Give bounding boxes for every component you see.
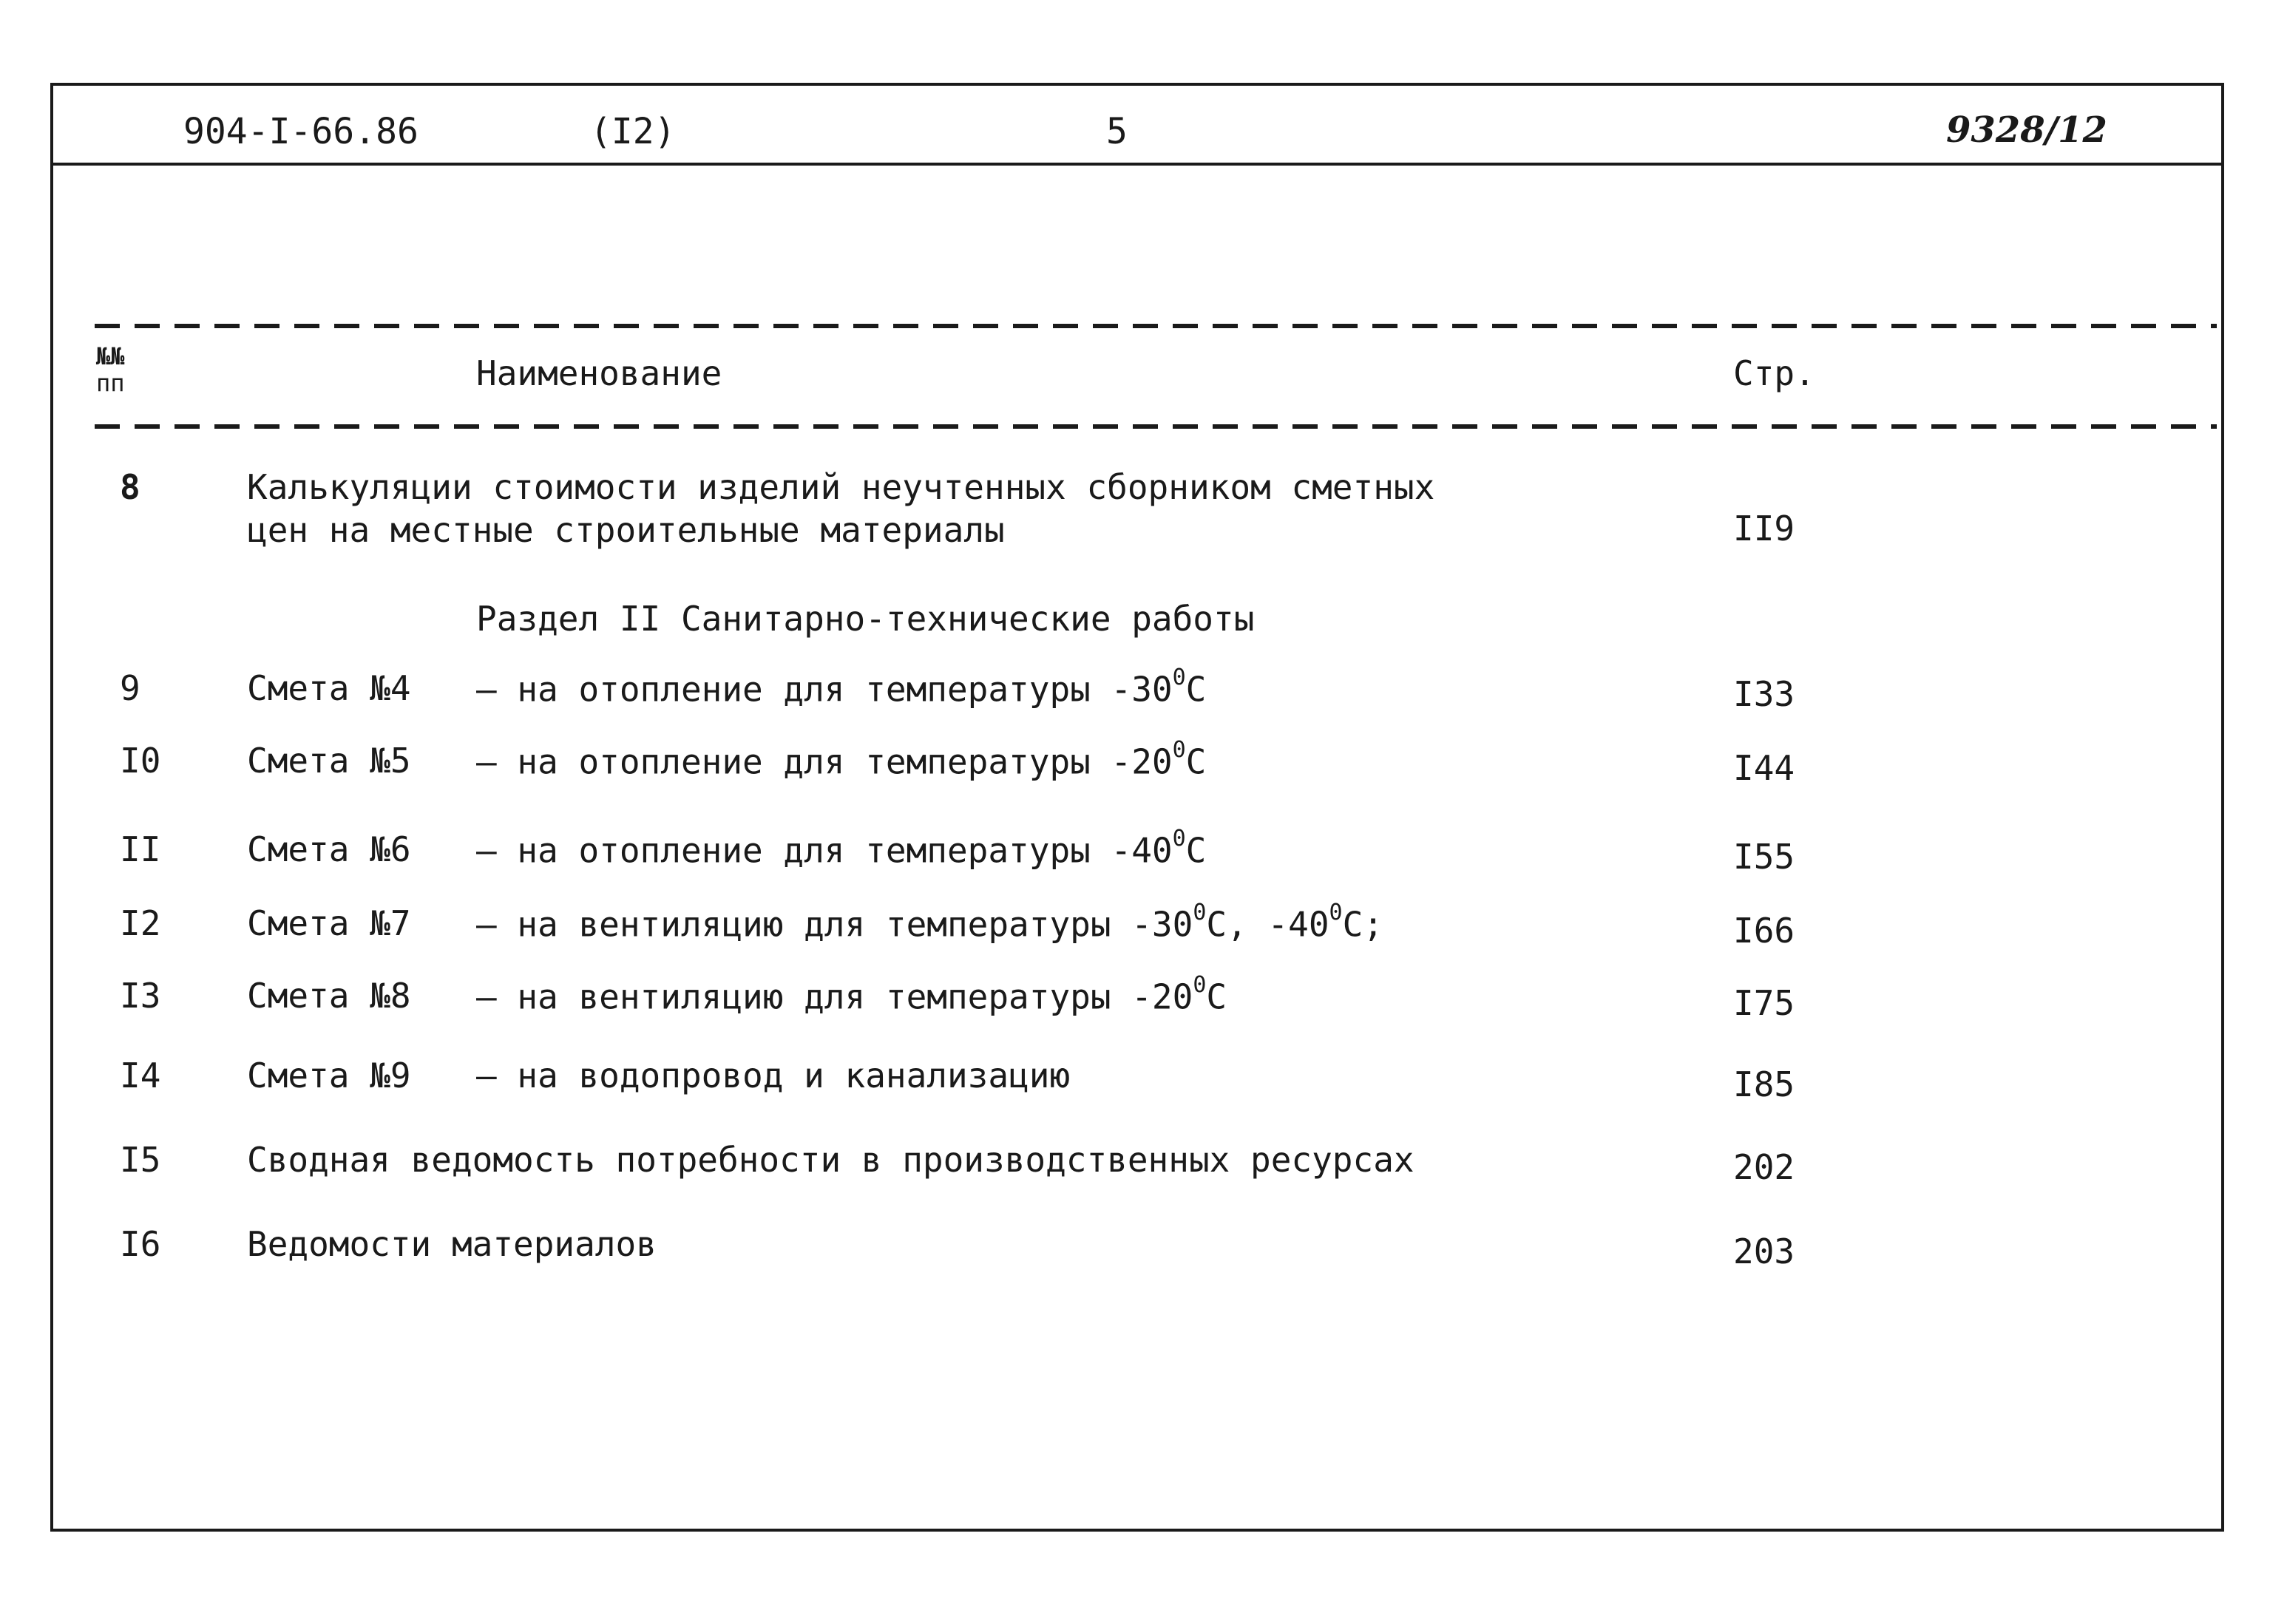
column-name-label: Наименование (476, 353, 722, 393)
row-number: I6 (120, 1224, 161, 1264)
row-estimate: Смета №9 (247, 1056, 411, 1095)
column-num-label-2: пп (96, 369, 125, 397)
row-description: – на вентиляцию для температуры $-20^0C$ (476, 972, 1227, 1017)
row-page: I66 (1733, 911, 1795, 951)
row-page: II9 (1733, 509, 1795, 548)
row-number: 8 (120, 467, 140, 507)
row-number: 9 (120, 668, 140, 708)
row-number: II (120, 829, 161, 869)
header-divider (53, 163, 2221, 166)
document-frame (50, 83, 2224, 1532)
row-name-line-2: цен на местные строительные материалы (247, 510, 1005, 550)
row-page: I33 (1733, 674, 1795, 714)
row-estimate: Смета №4 (247, 668, 411, 708)
row-name-line-1: Калькуляции стоимости изделий неучтенных сборником сметных (247, 467, 1435, 507)
row-page: I44 (1733, 748, 1795, 788)
row-number: I2 (120, 903, 161, 943)
row-estimate: Смета №5 (247, 741, 411, 781)
inventory-number: 9328/12 (1946, 109, 2107, 151)
row-number: I3 (120, 976, 161, 1016)
column-num-label-1: №№ (96, 342, 125, 370)
row-page: 202 (1733, 1147, 1795, 1187)
row-description: – на отопление для температуры $-20^0C$ (476, 737, 1207, 782)
row-name: Сводная ведомость потребности в производственных ресурсах (247, 1140, 1414, 1180)
table-top-dashed-rule (95, 324, 2217, 328)
row-name: Ведомости материалов (247, 1224, 657, 1264)
row-page: I75 (1733, 983, 1795, 1023)
row-estimate: Смета №6 (247, 829, 411, 869)
row-number: I5 (120, 1140, 161, 1180)
row-description: – на отопление для температуры $-40^0C$ (476, 826, 1207, 871)
row-page: 203 (1733, 1231, 1795, 1271)
row-page: I55 (1733, 837, 1795, 877)
row-estimate: Смета №7 (247, 903, 411, 943)
row-estimate: Смета №8 (247, 976, 411, 1016)
row-description: – на вентиляцию для температуры $-30^0C$, $-40^0C$; (476, 900, 1383, 945)
table-header-dashed-rule (95, 424, 2217, 429)
row-page: I85 (1733, 1064, 1795, 1104)
document-code: 904-I-66.86 (183, 111, 419, 152)
column-page-label: Стр. (1733, 353, 1815, 393)
row-description: – на отопление для температуры $-30^0C$ (476, 665, 1207, 710)
section-heading: Раздел II Санитарно-технические работы (476, 599, 1255, 639)
row-description: – на водопровод и канализацию (476, 1056, 1071, 1095)
album-number: (I2) (590, 111, 676, 152)
row-number: I0 (120, 741, 161, 781)
page-number: 5 (1106, 111, 1128, 152)
row-number: I4 (120, 1056, 161, 1095)
